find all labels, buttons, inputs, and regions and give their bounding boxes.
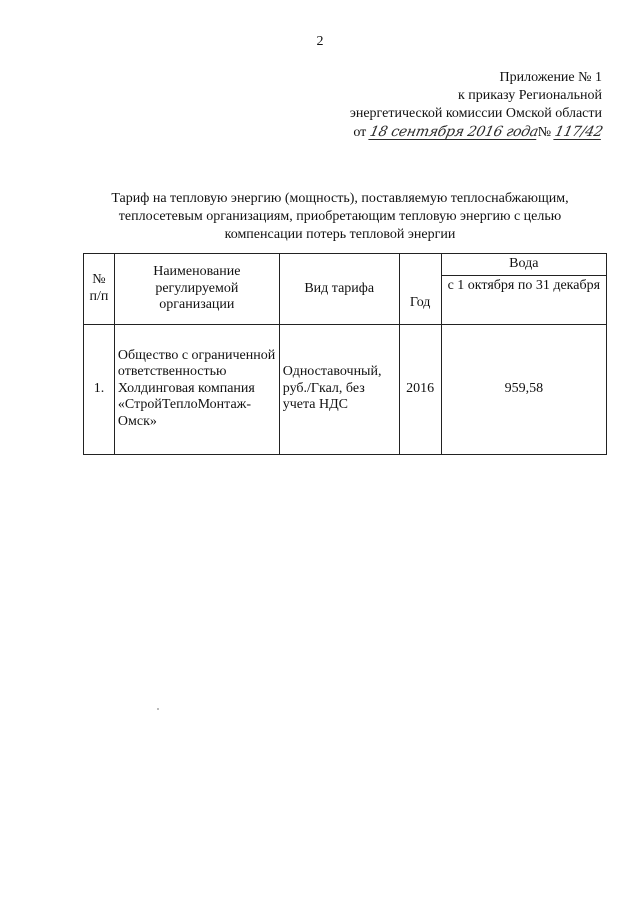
from-label: от: [353, 125, 367, 140]
scan-speck: [157, 708, 159, 710]
document-title: [60, 190, 620, 244]
handwritten-date: 18 сентября 2016 года: [368, 124, 540, 140]
header-year: Год: [399, 254, 441, 325]
header-period: с 1 октября по 31 декабря: [441, 275, 606, 324]
row-tariff-type: Одноставочный, руб./Гкал, без учета НДС: [279, 324, 399, 454]
header-org: Наименование регулируемой организации: [114, 254, 279, 325]
row-value: 959,58: [441, 324, 606, 454]
row-org: Общество с ограниченной ответственностью Холдинговая компания «СтройТеплоМонтаж-Омск»: [114, 324, 279, 454]
appendix-line-2: к приказу Региональной: [457, 88, 602, 103]
table-row: [84, 324, 607, 454]
appendix-line-3: энергетической комиссии Омской области: [349, 106, 602, 121]
appendix-line-1: Приложение № 1: [499, 70, 602, 85]
row-num: 1.: [84, 324, 115, 454]
title-line-3: компенсации потерь тепловой энергии: [224, 227, 456, 242]
row-year: 2016: [399, 324, 441, 454]
header-water: Вода: [441, 254, 606, 276]
header-num: № п/п: [84, 254, 115, 325]
page-number: 2: [316, 34, 324, 49]
header-tariff-type: Вид тарифа: [279, 254, 399, 325]
number-label: №: [537, 125, 552, 140]
appendix-date-line: [302, 123, 602, 142]
title-line-1: Тариф на тепловую энергию (мощность), поставляемую теплоснабжающим,: [111, 191, 569, 206]
header-row-1: [84, 254, 607, 276]
handwritten-order-number: 117/42: [552, 124, 604, 140]
title-line-2: теплосетевым организациям, приобретающим тепловую энергию с целью: [118, 209, 562, 224]
appendix-header: [302, 69, 602, 142]
tariff-table: [83, 253, 607, 455]
